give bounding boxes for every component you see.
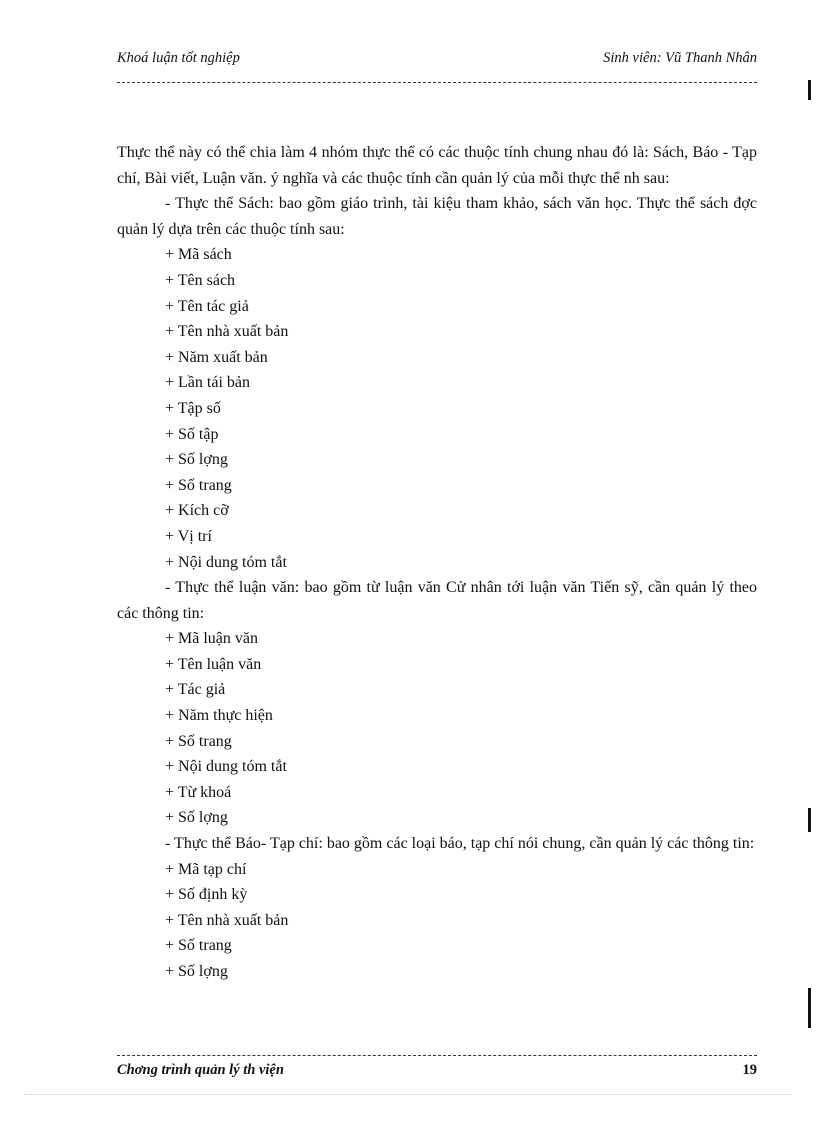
list-item: + Lần tái bản	[165, 374, 250, 392]
list-item: + Số lợng	[165, 809, 228, 827]
edge-scan-mark	[808, 80, 811, 100]
luanvan-entity-paragraph: - Thực thể luận văn: bao gồm từ luận văn Cử nhân tới luận văn Tiến sỹ, cần quản lý theo các thông tin:	[117, 579, 757, 622]
page-body	[117, 140, 757, 985]
bao-entity-paragraph: - Thực thể Báo- Tạp chí: bao gồm các loại báo, tạp chí nói chung, cần quản lý các thông tin:	[165, 835, 755, 853]
sach-attribute-list	[117, 242, 757, 575]
footer-divider	[117, 1055, 757, 1056]
page-bottom-dotted-line	[24, 1094, 792, 1095]
list-item: + Số lợng	[165, 963, 228, 980]
edge-scan-mark	[808, 988, 811, 1028]
list-item: + Từ khoá	[165, 783, 232, 801]
list-item: + Vị trí	[165, 527, 212, 545]
list-item: + Số trang	[165, 937, 232, 955]
intro-paragraph: Thực thể này có thể chia làm 4 nhóm thực thể có các thuộc tính chung nhau đó là: Sách, Báo - Tạp chí, Bài viết, Luận văn. ý nghĩa và các thuộc tính cần quản lý của mỗi thực thể nh sau:	[117, 144, 757, 187]
list-item: + Tên nhà xuất bản	[165, 911, 289, 929]
list-item: + Mã sách	[165, 246, 232, 264]
header-divider	[117, 82, 757, 83]
header-student-name: Sinh viên: Vũ Thanh Nhân	[603, 50, 757, 66]
list-item: + Số lợng	[165, 451, 228, 469]
list-item: + Mã luận văn	[165, 630, 258, 648]
list-item: + Tên luận văn	[165, 655, 262, 673]
list-item: + Năm thực hiện	[165, 707, 273, 725]
list-item: + Tên sách	[165, 271, 236, 289]
list-item: + Nội dung tóm tắt	[165, 553, 287, 571]
list-item: + Năm xuất bản	[165, 348, 268, 366]
list-item: + Số định kỳ	[165, 886, 248, 904]
list-item: + Nội dung tóm tắt	[165, 758, 287, 776]
edge-scan-mark	[808, 808, 811, 832]
sach-entity-paragraph: - Thực thể Sách: bao gồm giáo trình, tài kiệu tham khảo, sách văn học. Thực thể sách đợc quản lý dựa trên các thuộc tính sau:	[117, 195, 757, 238]
list-item: + Số trang	[165, 476, 232, 494]
page-header	[117, 50, 757, 72]
list-item: + Tập số	[165, 399, 221, 417]
footer-program-title: Chơng trình quản lý th viện	[117, 1062, 284, 1078]
list-item: + Số tập	[165, 425, 219, 443]
list-item: + Tên nhà xuất bản	[165, 323, 289, 341]
list-item: + Tác giả	[165, 681, 226, 699]
page-number: 19	[742, 1062, 757, 1078]
page-footer	[117, 1062, 757, 1082]
list-item: + Kích cỡ	[165, 502, 229, 520]
luanvan-attribute-list	[117, 626, 757, 831]
list-item: + Tên tác giả	[165, 297, 249, 315]
list-item: + Số trang	[165, 732, 232, 750]
bao-attribute-list	[117, 857, 757, 985]
header-thesis-title: Khoá luận tốt nghiệp	[117, 50, 240, 66]
list-item: + Mã tạp chí	[165, 860, 247, 878]
